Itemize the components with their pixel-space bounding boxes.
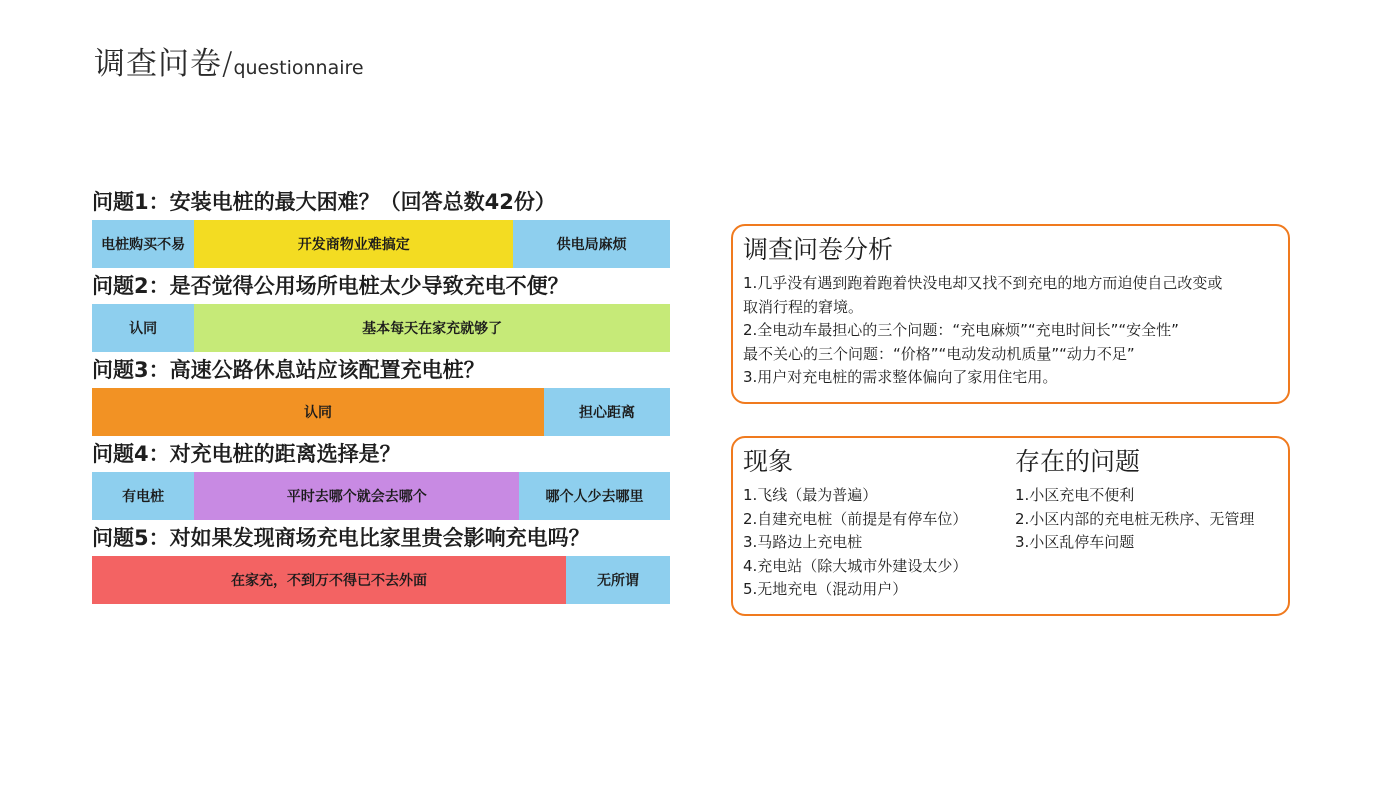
problems-column: [1015, 446, 1280, 614]
answer-segment: 无所谓: [566, 556, 670, 604]
answer-segment: 有电桩: [92, 472, 194, 520]
analysis-line: 2.全电动车最担心的三个问题：“充电麻烦”“充电时间长”“安全性”: [743, 321, 1179, 339]
analysis-line: 1.几乎没有遇到跑着跑着快没电却又找不到充电的地方而迫使自己改变或: [743, 274, 1223, 292]
problems-item: 2.小区内部的充电桩无秩序、无管理: [1015, 509, 1255, 528]
analysis-card: [731, 224, 1290, 404]
phenomena-item: 4.充电站（除大城市外建设太少）: [743, 556, 968, 575]
question-title: 问题4：对充电桩的距离选择是？: [92, 442, 401, 466]
problems-item: 3.小区乱停车问题: [1015, 533, 1135, 551]
answer-segment: 供电局麻烦: [513, 220, 670, 268]
question-4: [92, 436, 670, 520]
question-1: [92, 184, 670, 268]
answer-segment: 平时去哪个就会去哪个: [194, 472, 519, 520]
answer-segment: 担心距离: [544, 388, 670, 436]
question-2: [92, 268, 670, 352]
phenomena-column: [743, 446, 1015, 614]
answer-segment: 在家充，不到万不得已不去外面: [92, 556, 566, 604]
question-title: 问题2：是否觉得公用场所电桩太少导致充电不便？: [92, 274, 569, 298]
answer-bar: [92, 556, 670, 604]
phenomena-item: 1.飞线（最为普遍）: [743, 486, 878, 504]
analysis-line: 最不关心的三个问题：“价格”“电动发动机质量”“动力不足”: [743, 344, 1135, 363]
answer-bar: [92, 304, 670, 352]
answer-segment: 认同: [92, 304, 194, 352]
question-title: 问题5：对如果发现商场充电比家里贵会影响充电吗？: [92, 526, 590, 550]
analysis-heading: 调查问卷分析: [743, 235, 894, 264]
answer-segment: 认同: [92, 388, 544, 436]
answer-bar: [92, 220, 670, 268]
phenomena-heading: 现象: [743, 447, 794, 476]
issues-card: [731, 436, 1290, 616]
answer-segment: 哪个人少去哪里: [519, 472, 670, 520]
page-title: [94, 38, 364, 83]
phenomena-item: 3.马路边上充电桩: [743, 533, 863, 551]
answer-bar: [92, 388, 670, 436]
answer-bar: [92, 472, 670, 520]
question-title: 问题1：安装电桩的最大困难？（回答总数42份）: [92, 190, 556, 214]
answer-segment: 基本每天在家充就够了: [194, 304, 670, 352]
answer-segment: 电桩购买不易: [92, 220, 194, 268]
problems-item: 1.小区充电不便利: [1015, 486, 1135, 504]
analysis-line: 取消行程的窘境。: [743, 297, 864, 316]
page-title-zh: 调查问卷/: [94, 46, 234, 82]
phenomena-item: 2.自建充电桩（前提是有停车位）: [743, 509, 968, 528]
page-title-en: questionnaire: [233, 57, 364, 79]
questions-section: [92, 184, 670, 604]
problems-heading: 存在的问题: [1015, 447, 1141, 476]
analysis-line: 3.用户对充电桩的需求整体偏向了家用住宅用。: [743, 368, 1058, 386]
question-title: 问题3：高速公路休息站应该配置充电桩？: [92, 358, 485, 382]
phenomena-item: 5.无地充电（混动用户）: [743, 580, 908, 598]
answer-segment: 开发商物业难搞定: [194, 220, 513, 268]
question-5: [92, 520, 670, 604]
question-3: [92, 352, 670, 436]
